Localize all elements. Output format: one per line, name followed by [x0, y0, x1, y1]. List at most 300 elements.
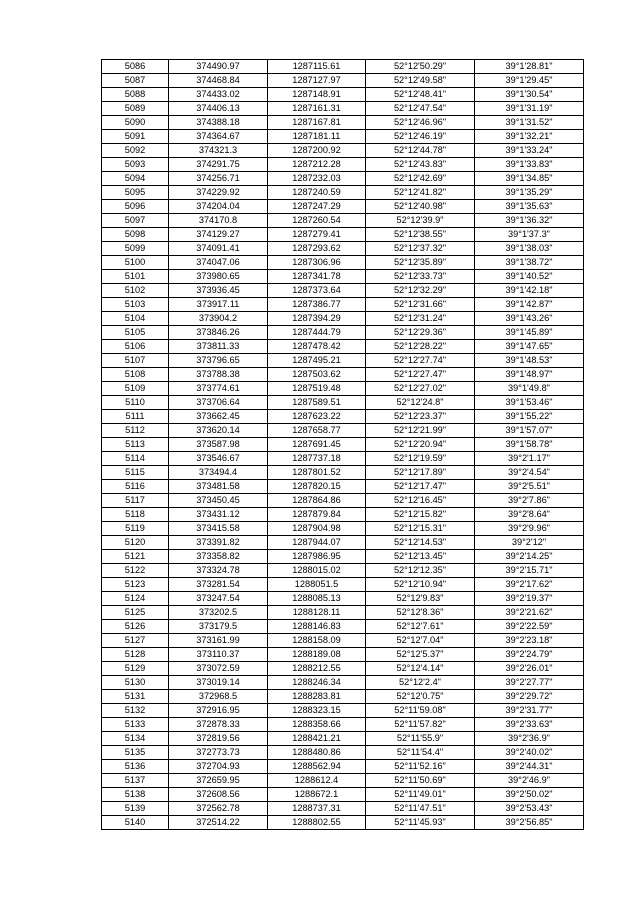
table-row: [102, 424, 584, 438]
y-coordinate-cell: 1287503.62: [268, 368, 366, 382]
longitude-cell: 39°1'32.21": [475, 130, 584, 144]
table-row: [102, 452, 584, 466]
point-number-cell: 5093: [102, 158, 169, 172]
x-coordinate-cell: 372704.93: [169, 760, 268, 774]
x-coordinate-cell: 374433.02: [169, 88, 268, 102]
y-coordinate-cell: 1287373.64: [268, 284, 366, 298]
y-coordinate-cell: 1287247.29: [268, 200, 366, 214]
y-coordinate-cell: 1287944.07: [268, 536, 366, 550]
point-number-cell: 5092: [102, 144, 169, 158]
longitude-cell: 39°1'45.89": [475, 326, 584, 340]
latitude-cell: 52°12'42.69": [366, 172, 475, 186]
longitude-cell: 39°1'47.65": [475, 340, 584, 354]
x-coordinate-cell: 374406.13: [169, 102, 268, 116]
latitude-cell: 52°12'50.29": [366, 60, 475, 74]
point-number-cell: 5086: [102, 60, 169, 74]
latitude-cell: 52°11'49.01": [366, 788, 475, 802]
longitude-cell: 39°2'44.31": [475, 760, 584, 774]
longitude-cell: 39°2'26.01": [475, 662, 584, 676]
point-number-cell: 5135: [102, 746, 169, 760]
point-number-cell: 5087: [102, 74, 169, 88]
longitude-cell: 39°1'42.87": [475, 298, 584, 312]
longitude-cell: 39°1'35.63": [475, 200, 584, 214]
longitude-cell: 39°2'50.02": [475, 788, 584, 802]
latitude-cell: 52°12'32.29": [366, 284, 475, 298]
y-coordinate-cell: 1288246.34: [268, 676, 366, 690]
table-row: [102, 130, 584, 144]
x-coordinate-cell: 374047.06: [169, 256, 268, 270]
table-row: [102, 284, 584, 298]
y-coordinate-cell: 1287589.51: [268, 396, 366, 410]
y-coordinate-cell: 1287306.96: [268, 256, 366, 270]
y-coordinate-cell: 1287232.03: [268, 172, 366, 186]
longitude-cell: 39°2'14.25": [475, 550, 584, 564]
y-coordinate-cell: 1288085.13: [268, 592, 366, 606]
table-row: [102, 256, 584, 270]
latitude-cell: 52°12'13.45": [366, 550, 475, 564]
longitude-cell: 39°2'8.64": [475, 508, 584, 522]
x-coordinate-cell: 374256.71: [169, 172, 268, 186]
latitude-cell: 52°12'23.37": [366, 410, 475, 424]
table-row: [102, 578, 584, 592]
table-row: [102, 88, 584, 102]
longitude-cell: 39°2'5.51": [475, 480, 584, 494]
latitude-cell: 52°12'27.02": [366, 382, 475, 396]
x-coordinate-cell: 373161.99: [169, 634, 268, 648]
point-number-cell: 5134: [102, 732, 169, 746]
x-coordinate-cell: 374388.18: [169, 116, 268, 130]
x-coordinate-cell: 373904.2: [169, 312, 268, 326]
latitude-cell: 52°12'46.19": [366, 130, 475, 144]
table-row: [102, 438, 584, 452]
table-row: [102, 732, 584, 746]
table-row: [102, 620, 584, 634]
point-number-cell: 5110: [102, 396, 169, 410]
longitude-cell: 39°2'17.62": [475, 578, 584, 592]
y-coordinate-cell: 1287341.78: [268, 270, 366, 284]
longitude-cell: 39°2'22.59": [475, 620, 584, 634]
y-coordinate-cell: 1287167.81: [268, 116, 366, 130]
longitude-cell: 39°2'21.62": [475, 606, 584, 620]
longitude-cell: 39°1'35.29": [475, 186, 584, 200]
y-coordinate-cell: 1288051.5: [268, 578, 366, 592]
y-coordinate-cell: 1287820.15: [268, 480, 366, 494]
x-coordinate-cell: 373620.14: [169, 424, 268, 438]
x-coordinate-cell: 373706.64: [169, 396, 268, 410]
table-row: [102, 368, 584, 382]
longitude-cell: 39°2'4.54": [475, 466, 584, 480]
longitude-cell: 39°1'31.19": [475, 102, 584, 116]
table-row: [102, 242, 584, 256]
y-coordinate-cell: 1287691.45: [268, 438, 366, 452]
latitude-cell: 52°12'5.37": [366, 648, 475, 662]
y-coordinate-cell: 1288189.08: [268, 648, 366, 662]
point-number-cell: 5118: [102, 508, 169, 522]
longitude-cell: 39°1'55.22": [475, 410, 584, 424]
x-coordinate-cell: 373391.82: [169, 536, 268, 550]
y-coordinate-cell: 1287444.79: [268, 326, 366, 340]
latitude-cell: 52°11'55.9": [366, 732, 475, 746]
latitude-cell: 52°12'37.32": [366, 242, 475, 256]
point-number-cell: 5119: [102, 522, 169, 536]
point-number-cell: 5112: [102, 424, 169, 438]
point-number-cell: 5115: [102, 466, 169, 480]
y-coordinate-cell: 1287478.42: [268, 340, 366, 354]
longitude-cell: 39°2'56.85": [475, 816, 584, 830]
y-coordinate-cell: 1287737.18: [268, 452, 366, 466]
y-coordinate-cell: 1288323.15: [268, 704, 366, 718]
y-coordinate-cell: 1287200.92: [268, 144, 366, 158]
x-coordinate-cell: 373019.14: [169, 676, 268, 690]
point-number-cell: 5125: [102, 606, 169, 620]
table-row: [102, 564, 584, 578]
longitude-cell: 39°2'1.17": [475, 452, 584, 466]
longitude-cell: 39°2'23.18": [475, 634, 584, 648]
y-coordinate-cell: 1288015.02: [268, 564, 366, 578]
x-coordinate-cell: 373281.54: [169, 578, 268, 592]
y-coordinate-cell: 1288283.81: [268, 690, 366, 704]
y-coordinate-cell: 1287240.59: [268, 186, 366, 200]
longitude-cell: 39°1'40.52": [475, 270, 584, 284]
longitude-cell: 39°2'12": [475, 536, 584, 550]
point-number-cell: 5113: [102, 438, 169, 452]
latitude-cell: 52°11'45.93": [366, 816, 475, 830]
longitude-cell: 39°2'19.37": [475, 592, 584, 606]
y-coordinate-cell: 1288480.86: [268, 746, 366, 760]
latitude-cell: 52°11'57.82": [366, 718, 475, 732]
point-number-cell: 5133: [102, 718, 169, 732]
y-coordinate-cell: 1287394.29: [268, 312, 366, 326]
point-number-cell: 5104: [102, 312, 169, 326]
y-coordinate-cell: 1288128.11: [268, 606, 366, 620]
table-row: [102, 522, 584, 536]
table-row: [102, 270, 584, 284]
x-coordinate-cell: 373202.5: [169, 606, 268, 620]
table-row: [102, 158, 584, 172]
point-number-cell: 5105: [102, 326, 169, 340]
table-row: [102, 662, 584, 676]
latitude-cell: 52°12'46.96": [366, 116, 475, 130]
coordinates-table-body: [102, 60, 584, 830]
x-coordinate-cell: 373247.54: [169, 592, 268, 606]
longitude-cell: 39°2'9.96": [475, 522, 584, 536]
x-coordinate-cell: 372514.22: [169, 816, 268, 830]
y-coordinate-cell: 1287519.48: [268, 382, 366, 396]
y-coordinate-cell: 1288421.21: [268, 732, 366, 746]
x-coordinate-cell: 373846.26: [169, 326, 268, 340]
table-row: [102, 172, 584, 186]
y-coordinate-cell: 1287148.91: [268, 88, 366, 102]
latitude-cell: 52°12'39.9": [366, 214, 475, 228]
latitude-cell: 52°12'29.36": [366, 326, 475, 340]
point-number-cell: 5088: [102, 88, 169, 102]
x-coordinate-cell: 373494.4: [169, 466, 268, 480]
x-coordinate-cell: 374490.97: [169, 60, 268, 74]
table-row: [102, 326, 584, 340]
longitude-cell: 39°1'57.07": [475, 424, 584, 438]
y-coordinate-cell: 1287115.61: [268, 60, 366, 74]
table-row: [102, 354, 584, 368]
latitude-cell: 52°12'4.14": [366, 662, 475, 676]
longitude-cell: 39°2'24.79": [475, 648, 584, 662]
y-coordinate-cell: 1288146.83: [268, 620, 366, 634]
table-row: [102, 774, 584, 788]
longitude-cell: 39°2'7.86": [475, 494, 584, 508]
latitude-cell: 52°12'8.36": [366, 606, 475, 620]
latitude-cell: 52°12'17.89": [366, 466, 475, 480]
longitude-cell: 39°1'28.81": [475, 60, 584, 74]
x-coordinate-cell: 374321.3: [169, 144, 268, 158]
table-row: [102, 312, 584, 326]
latitude-cell: 52°12'27.47": [366, 368, 475, 382]
x-coordinate-cell: 373811.33: [169, 340, 268, 354]
point-number-cell: 5095: [102, 186, 169, 200]
x-coordinate-cell: 374129.27: [169, 228, 268, 242]
table-row: [102, 718, 584, 732]
longitude-cell: 39°1'37.3": [475, 228, 584, 242]
longitude-cell: 39°2'31.77": [475, 704, 584, 718]
table-row: [102, 746, 584, 760]
longitude-cell: 39°1'42.18": [475, 284, 584, 298]
longitude-cell: 39°2'29.72": [475, 690, 584, 704]
latitude-cell: 52°12'44.78": [366, 144, 475, 158]
x-coordinate-cell: 374229.92: [169, 186, 268, 200]
x-coordinate-cell: 374291.75: [169, 158, 268, 172]
latitude-cell: 52°12'7.04": [366, 634, 475, 648]
table-row: [102, 494, 584, 508]
x-coordinate-cell: 373450.45: [169, 494, 268, 508]
point-number-cell: 5102: [102, 284, 169, 298]
y-coordinate-cell: 1287864.86: [268, 494, 366, 508]
x-coordinate-cell: 374468.84: [169, 74, 268, 88]
latitude-cell: 52°12'48.41": [366, 88, 475, 102]
longitude-cell: 39°2'53.43": [475, 802, 584, 816]
y-coordinate-cell: 1287801.52: [268, 466, 366, 480]
x-coordinate-cell: 373481.58: [169, 480, 268, 494]
x-coordinate-cell: 373431.12: [169, 508, 268, 522]
point-number-cell: 5114: [102, 452, 169, 466]
point-number-cell: 5132: [102, 704, 169, 718]
point-number-cell: 5098: [102, 228, 169, 242]
table-row: [102, 200, 584, 214]
y-coordinate-cell: 1287623.22: [268, 410, 366, 424]
latitude-cell: 52°11'52.16": [366, 760, 475, 774]
x-coordinate-cell: 373774.61: [169, 382, 268, 396]
longitude-cell: 39°1'33.83": [475, 158, 584, 172]
x-coordinate-cell: 372562.78: [169, 802, 268, 816]
point-number-cell: 5139: [102, 802, 169, 816]
table-row: [102, 466, 584, 480]
table-row: [102, 340, 584, 354]
point-number-cell: 5130: [102, 676, 169, 690]
longitude-cell: 39°1'48.97": [475, 368, 584, 382]
latitude-cell: 52°12'35.89": [366, 256, 475, 270]
coordinates-table: [101, 59, 584, 830]
y-coordinate-cell: 1288212.55: [268, 662, 366, 676]
longitude-cell: 39°2'40.02": [475, 746, 584, 760]
longitude-cell: 39°1'31.52": [475, 116, 584, 130]
longitude-cell: 39°2'36.9": [475, 732, 584, 746]
table-row: [102, 396, 584, 410]
x-coordinate-cell: 374204.04: [169, 200, 268, 214]
latitude-cell: 52°12'28.22": [366, 340, 475, 354]
table-row: [102, 382, 584, 396]
y-coordinate-cell: 1287986.95: [268, 550, 366, 564]
latitude-cell: 52°12'16.45": [366, 494, 475, 508]
table-row: [102, 816, 584, 830]
table-row: [102, 410, 584, 424]
point-number-cell: 5108: [102, 368, 169, 382]
latitude-cell: 52°12'9.83": [366, 592, 475, 606]
latitude-cell: 52°12'7.61": [366, 620, 475, 634]
latitude-cell: 52°12'43.83": [366, 158, 475, 172]
latitude-cell: 52°12'49.58": [366, 74, 475, 88]
x-coordinate-cell: 373546.67: [169, 452, 268, 466]
point-number-cell: 5136: [102, 760, 169, 774]
y-coordinate-cell: 1288737.31: [268, 802, 366, 816]
x-coordinate-cell: 373936.45: [169, 284, 268, 298]
y-coordinate-cell: 1287386.77: [268, 298, 366, 312]
point-number-cell: 5099: [102, 242, 169, 256]
longitude-cell: 39°1'53.46": [475, 396, 584, 410]
table-row: [102, 592, 584, 606]
y-coordinate-cell: 1287161.31: [268, 102, 366, 116]
longitude-cell: 39°1'36.32": [475, 214, 584, 228]
latitude-cell: 52°12'47.54": [366, 102, 475, 116]
table-row: [102, 480, 584, 494]
latitude-cell: 52°12'17.47": [366, 480, 475, 494]
table-row: [102, 760, 584, 774]
point-number-cell: 5094: [102, 172, 169, 186]
y-coordinate-cell: 1287495.21: [268, 354, 366, 368]
table-row: [102, 102, 584, 116]
x-coordinate-cell: 373980.65: [169, 270, 268, 284]
point-number-cell: 5120: [102, 536, 169, 550]
x-coordinate-cell: 373917.11: [169, 298, 268, 312]
point-number-cell: 5107: [102, 354, 169, 368]
point-number-cell: 5090: [102, 116, 169, 130]
x-coordinate-cell: 372916.95: [169, 704, 268, 718]
point-number-cell: 5116: [102, 480, 169, 494]
point-number-cell: 5117: [102, 494, 169, 508]
longitude-cell: 39°1'38.03": [475, 242, 584, 256]
x-coordinate-cell: 372968.5: [169, 690, 268, 704]
latitude-cell: 52°12'10.94": [366, 578, 475, 592]
x-coordinate-cell: 372819.56: [169, 732, 268, 746]
table-row: [102, 634, 584, 648]
y-coordinate-cell: 1287127.97: [268, 74, 366, 88]
latitude-cell: 52°12'20.94": [366, 438, 475, 452]
x-coordinate-cell: 373324.78: [169, 564, 268, 578]
point-number-cell: 5126: [102, 620, 169, 634]
x-coordinate-cell: 373072.59: [169, 662, 268, 676]
latitude-cell: 52°11'47.51": [366, 802, 475, 816]
x-coordinate-cell: 373788.38: [169, 368, 268, 382]
y-coordinate-cell: 1287212.28: [268, 158, 366, 172]
point-number-cell: 5103: [102, 298, 169, 312]
x-coordinate-cell: 373796.65: [169, 354, 268, 368]
x-coordinate-cell: 372659.95: [169, 774, 268, 788]
longitude-cell: 39°2'46.9": [475, 774, 584, 788]
x-coordinate-cell: 374364.67: [169, 130, 268, 144]
longitude-cell: 39°2'15.71": [475, 564, 584, 578]
table-row: [102, 802, 584, 816]
table-row: [102, 214, 584, 228]
point-number-cell: 5123: [102, 578, 169, 592]
point-number-cell: 5106: [102, 340, 169, 354]
longitude-cell: 39°1'29.45": [475, 74, 584, 88]
table-row: [102, 550, 584, 564]
longitude-cell: 39°1'33.24": [475, 144, 584, 158]
x-coordinate-cell: 373662.45: [169, 410, 268, 424]
table-row: [102, 704, 584, 718]
y-coordinate-cell: 1287879.84: [268, 508, 366, 522]
latitude-cell: 52°12'31.66": [366, 298, 475, 312]
latitude-cell: 52°12'41.82": [366, 186, 475, 200]
table-row: [102, 298, 584, 312]
x-coordinate-cell: 374170.8: [169, 214, 268, 228]
table-row: [102, 144, 584, 158]
y-coordinate-cell: 1287181.11: [268, 130, 366, 144]
latitude-cell: 52°12'15.31": [366, 522, 475, 536]
point-number-cell: 5128: [102, 648, 169, 662]
y-coordinate-cell: 1287658.77: [268, 424, 366, 438]
longitude-cell: 39°1'30.54": [475, 88, 584, 102]
latitude-cell: 52°12'27.74": [366, 354, 475, 368]
table-row: [102, 606, 584, 620]
point-number-cell: 5101: [102, 270, 169, 284]
latitude-cell: 52°11'59.08": [366, 704, 475, 718]
longitude-cell: 39°2'27.77": [475, 676, 584, 690]
latitude-cell: 52°12'40.98": [366, 200, 475, 214]
y-coordinate-cell: 1288802.55: [268, 816, 366, 830]
point-number-cell: 5091: [102, 130, 169, 144]
longitude-cell: 39°1'49.8": [475, 382, 584, 396]
point-number-cell: 5089: [102, 102, 169, 116]
point-number-cell: 5137: [102, 774, 169, 788]
table-row: [102, 788, 584, 802]
latitude-cell: 52°12'38.55": [366, 228, 475, 242]
longitude-cell: 39°1'43.26": [475, 312, 584, 326]
point-number-cell: 5131: [102, 690, 169, 704]
latitude-cell: 52°12'15.82": [366, 508, 475, 522]
point-number-cell: 5109: [102, 382, 169, 396]
point-number-cell: 5100: [102, 256, 169, 270]
point-number-cell: 5096: [102, 200, 169, 214]
y-coordinate-cell: 1287260.54: [268, 214, 366, 228]
point-number-cell: 5097: [102, 214, 169, 228]
x-coordinate-cell: 374091.41: [169, 242, 268, 256]
latitude-cell: 52°12'33.73": [366, 270, 475, 284]
x-coordinate-cell: 372878.33: [169, 718, 268, 732]
y-coordinate-cell: 1288158.09: [268, 634, 366, 648]
table-row: [102, 508, 584, 522]
longitude-cell: 39°2'33.63": [475, 718, 584, 732]
x-coordinate-cell: 372773.73: [169, 746, 268, 760]
latitude-cell: 52°12'21.99": [366, 424, 475, 438]
y-coordinate-cell: 1287279.41: [268, 228, 366, 242]
x-coordinate-cell: 373358.82: [169, 550, 268, 564]
point-number-cell: 5138: [102, 788, 169, 802]
table-row: [102, 116, 584, 130]
table-row: [102, 228, 584, 242]
latitude-cell: 52°12'0.75": [366, 690, 475, 704]
latitude-cell: 52°12'31.24": [366, 312, 475, 326]
latitude-cell: 52°12'2.4": [366, 676, 475, 690]
table-row: [102, 60, 584, 74]
point-number-cell: 5122: [102, 564, 169, 578]
latitude-cell: 52°12'24.8": [366, 396, 475, 410]
